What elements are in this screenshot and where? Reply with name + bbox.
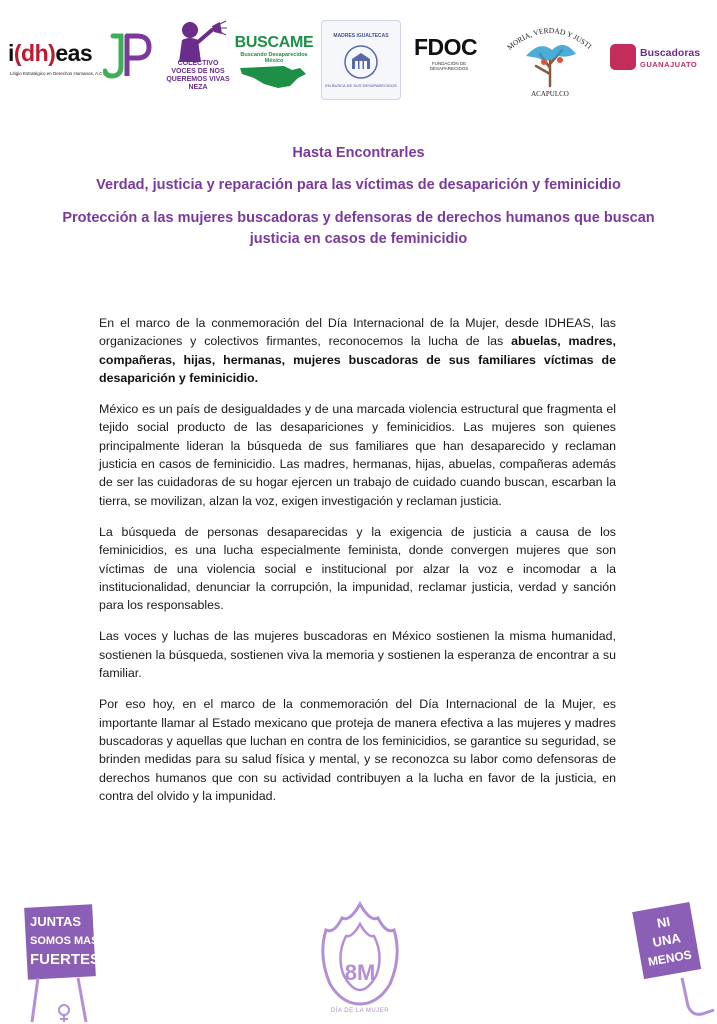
8m-logo xyxy=(314,900,406,1024)
dia-de-la-mujer-caption: DÍA DE LA MUJER xyxy=(330,1008,390,1014)
paragraph-1: En el marco de la conmemoración del Día Internacional de la Mujer, desde IDHEAS, las organizaciones y colectivos firmantes, reconocemos la lucha de las abuelas, madres, compañeras, hijas, hermanas, mujeres buscadoras de sus familiares víctimas de desaparición y feminicidio. xyxy=(99,316,616,385)
paragraph-2: México es un país de desigualdades y de una marcada violencia estructural que fragmenta el tejido social producto de las desapariciones y feminicidios. Las mujeres son quienes principalmente lideran la búsqueda de sus familiares que han desaparecido y reclaman justicia en casos de feminicidio. Las madres, hermanas, hijas, abuelas, compañeras además de ser las cuidadoras de su hogar ejercen un trabajo de cuidado cuando buscan, escarban la tierra, se movilizan, alzan la voz, exigen investigación y reclaman justicia. xyxy=(99,402,616,508)
document-subtitle-1: Verdad, justicia y reparación para las víctimas de desaparición y feminicidio xyxy=(96,177,621,193)
madres-title: MADRES IGUALTECAS xyxy=(333,33,389,39)
buscame-map-icon xyxy=(234,64,314,90)
document-subtitle-2: Protección a las mujeres buscadoras y defensoras de derechos humanos que buscan justicia en casos de feminicidio xyxy=(62,210,655,247)
buscadoras-icon xyxy=(610,44,636,70)
memoria-verdad-justicia-logo xyxy=(500,20,600,102)
idheas-logo: i(dh)eas xyxy=(8,40,93,66)
sign-line-1: JUNTAS xyxy=(30,914,82,929)
fdoc-title: FDOC xyxy=(414,34,478,60)
sign-line-3: FUERTES xyxy=(30,951,101,968)
buscame-title: BUSCAME xyxy=(234,34,314,51)
document-body xyxy=(99,314,616,818)
jp-logo xyxy=(103,30,153,82)
8m-mark: 8M xyxy=(344,960,376,985)
idheas-subtitle: Litigio Estratégico en Derechos Humanos, A.C. xyxy=(10,71,104,76)
madres-footer: EN BUSCA DE SUS DESAPARECIDOS xyxy=(325,83,397,88)
buscame-logo xyxy=(234,34,314,95)
buscadoras-subtitle: GUANAJUATO xyxy=(640,60,698,69)
buscadoras-guanajuato-logo xyxy=(610,44,710,74)
juntas-somos-mas-fuertes-sign xyxy=(20,898,120,1024)
document-headings xyxy=(40,145,677,262)
hand-icon xyxy=(682,978,714,1014)
fdoc-logo xyxy=(414,34,494,71)
paragraph-3: La búsqueda de personas desaparecidas y la exigencia de justicia a causa de los feminicidios, es una lucha especialmente feminista, donde convergen mujeres que son víctimas de una violencia social e institucional por alzar la voz e incomodar a la institucionalidad, denunciar la corrupción, la impunidad, reclamar justicia, verdad y sanción para los responsables. xyxy=(99,524,616,613)
sign-line-2: SOMOS MAS xyxy=(30,935,99,947)
sign-line-menos: MENOS xyxy=(646,947,693,969)
document-title: Hasta Encontrarles xyxy=(292,145,425,161)
buscame-subtitle: Buscando Desaparecidos México xyxy=(240,52,308,64)
paragraph-4: Las voces y luchas de las mujeres buscadoras en México sostienen la misma humanidad, sostienen la búsqueda, sostienen viva la memoria y sostienen la esperanza de encontrar a su familiar. xyxy=(99,629,616,681)
paragraph-5: Por eso hoy, en el marco de la conmemoración del Día Internacional de la Mujer, es importante llamar al Estado mexicano que proteja de manera efectiva a las mujeres y madres buscadoras y aquellas que luchan en contra de los feminicidios, se garantice su seguridad, se brinden medidas para su salud física y mental, y se reconozca su labor como defensoras de derechos humanos que con su actividad contribuyen a la lucha en favor de la justicia, en contra del olvido y la impunidad. xyxy=(99,697,616,803)
tree-icon xyxy=(500,20,600,90)
madres-igualtecas-logo xyxy=(321,20,401,100)
fdoc-subtitle: FUNDACIÓN DE DESAPARECIDOS xyxy=(429,61,469,71)
sign-line-ni: NI xyxy=(655,913,672,931)
ni-una-menos-sign xyxy=(626,898,717,1024)
mvj-caption: ACAPULCO xyxy=(531,90,569,98)
svg-text:MEMORIA, VERDAD Y JUSTICIA: MORIA, VERDAD Y JUSTI xyxy=(505,25,594,52)
flame-icon xyxy=(314,900,406,1008)
sign-line-una: UNA xyxy=(651,930,682,950)
female-symbol-icon xyxy=(59,1005,69,1015)
neza-caption: COLECTIVO VOCES DE NOS QUEREMOS VIVAS NEZA xyxy=(166,60,230,91)
paragraph-1-emphasis: abuelas, madres, compañeras, hijas, hermanas, mujeres buscadoras de sus familiares víctimas de desaparición y feminicidio. xyxy=(99,334,616,385)
buscadoras-title: Buscadoras xyxy=(640,47,701,59)
logo-strip xyxy=(0,0,717,110)
building-icon xyxy=(344,43,378,81)
